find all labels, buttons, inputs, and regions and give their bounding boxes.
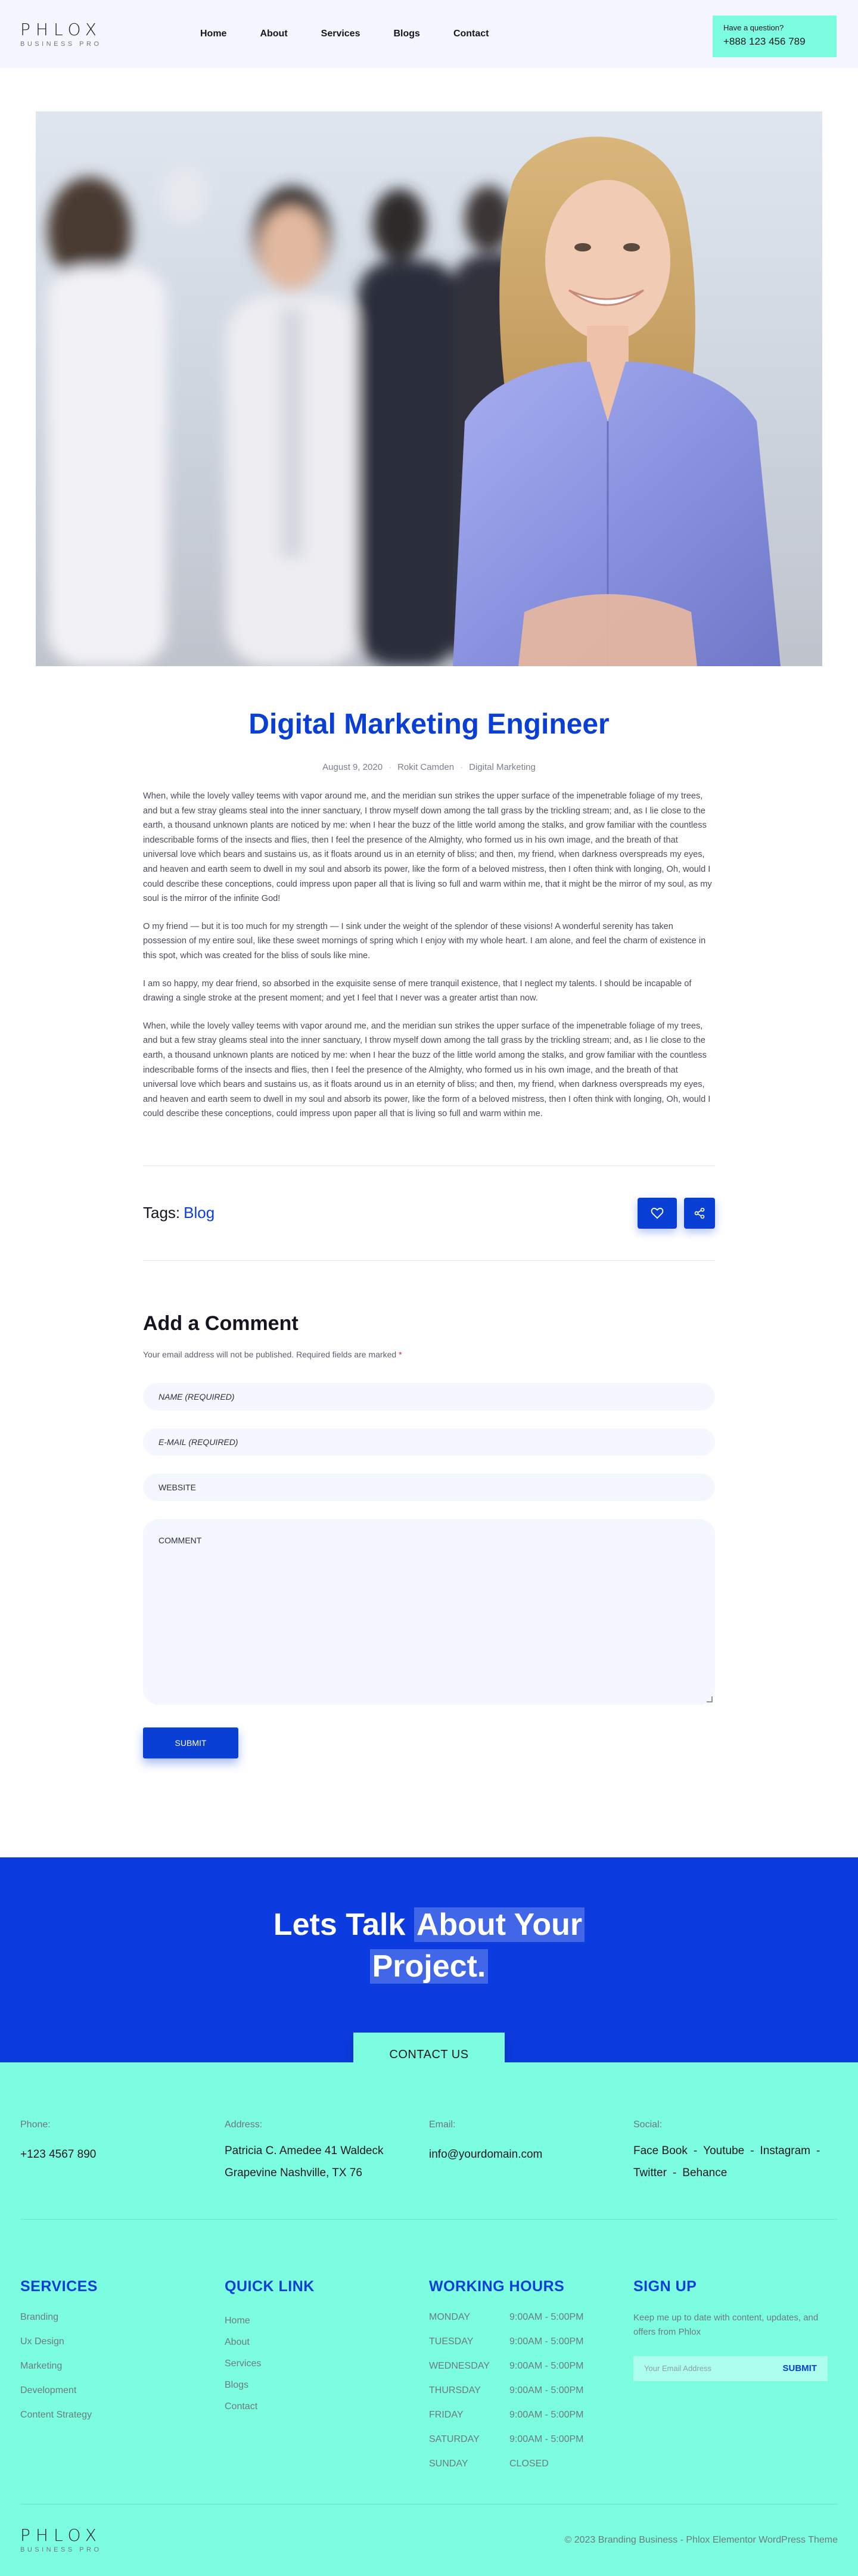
cta-section bbox=[0, 1857, 858, 2062]
post-paragraph: O my friend — but it is too much for my strength — I sink under the weight of the splendor of these visions! A wonderful serenity has taken possession of my entire soul, like these sweet mornings of spring which I enjoy with my whole heart. I am alone, and feel the charm of existence in this spot, which was created for the bliss of souls like mine. bbox=[143, 921, 706, 961]
email-placeholder: E-MAIL (REQUIRED) bbox=[158, 1437, 238, 1447]
signup-title: SIGN UP bbox=[633, 2277, 697, 2295]
social-youtube[interactable]: Youtube bbox=[703, 2144, 745, 2157]
social-twitter[interactable]: Twitter bbox=[633, 2166, 667, 2179]
post-tags-row bbox=[143, 1166, 715, 1261]
post-tags bbox=[143, 1204, 214, 1222]
comment-textarea[interactable] bbox=[143, 1519, 715, 1705]
social-label: Social: bbox=[633, 2119, 663, 2130]
site-logo[interactable] bbox=[20, 21, 102, 48]
quick-link-item[interactable]: About bbox=[225, 2336, 250, 2347]
email-value[interactable]: info@yourdomain.com bbox=[429, 2148, 543, 2161]
social-separator: - bbox=[750, 2144, 754, 2157]
logo-wordmark: PHLOX bbox=[20, 2525, 102, 2546]
hours-row bbox=[429, 2410, 633, 2420]
services-item[interactable]: Ux Design bbox=[20, 2336, 64, 2347]
footer-signup bbox=[633, 2278, 838, 2504]
resize-handle[interactable] bbox=[707, 1696, 713, 1702]
social-behance[interactable]: Behance bbox=[682, 2166, 728, 2179]
hours-day: THURSDAY bbox=[429, 2385, 481, 2395]
footer-logo[interactable] bbox=[20, 2527, 102, 2553]
hours-day: TUESDAY bbox=[429, 2336, 474, 2347]
cta-title bbox=[0, 1857, 858, 1987]
services-item[interactable]: Branding bbox=[20, 2311, 59, 2322]
comment-submit-button[interactable]: SUBMIT bbox=[143, 1727, 238, 1758]
site-header bbox=[0, 0, 858, 68]
social-separator: - bbox=[672, 2166, 677, 2179]
name-input[interactable] bbox=[143, 1383, 715, 1410]
nav-about[interactable]: About bbox=[260, 29, 288, 39]
footer-quick-links bbox=[225, 2278, 429, 2504]
services-item[interactable]: Development bbox=[20, 2385, 77, 2395]
heart-icon bbox=[651, 1207, 664, 1219]
hours-row bbox=[429, 2336, 633, 2347]
post-paragraph: When, while the lovely valley teems with vapor around me, and the meridian sun strikes the upper surface of the impenetrable foliage of my trees, and but a few stray gleams steal into the inner sanctuary, I throw myself down among the tall grass by the trickling stream; and, as I lie close to the earth, a thousand unknown plants are noticed by me: when I hear the buzz of the little world among the stalks, and grow familiar with the countless indescribable forms of the insects and flies, then I feel the presence of the Almighty, who formed us in his own image, and the breath of that universal love which bears and sustains us, as it floats around us in an eternity of bliss; and then, my friend, when darkness overspreads my eyes, and heaven and earth seem to dwell in my soul and absorb its power, like the form of a beloved mistress, then I often think with longing, Oh, would I could describe these conceptions, could impress upon paper all that is living so full and warm within me, that it might be the mirror of my soul, as my soul is the mirror of the infinite God! bbox=[143, 791, 712, 904]
meta-separator: · bbox=[388, 762, 392, 772]
nav-home[interactable]: Home bbox=[200, 29, 227, 39]
social-facebook[interactable]: Face Book bbox=[633, 2144, 688, 2157]
main-nav bbox=[200, 29, 489, 39]
hours-time: 9:00AM - 5:00PM bbox=[509, 2409, 584, 2420]
question-box[interactable] bbox=[713, 15, 837, 57]
footer-email bbox=[429, 2120, 633, 2219]
nav-contact[interactable]: Contact bbox=[453, 29, 489, 39]
hours-time: 9:00AM - 5:00PM bbox=[509, 2360, 584, 2371]
cta-title-highlight: About Your bbox=[414, 1907, 585, 1942]
hours-time: 9:00AM - 5:00PM bbox=[509, 2385, 584, 2395]
post-meta bbox=[143, 762, 715, 772]
logo-wordmark: PHLOX bbox=[20, 19, 102, 39]
nav-blogs[interactable]: Blogs bbox=[393, 29, 420, 39]
footer-bottom-bar bbox=[20, 2504, 838, 2576]
footer-services bbox=[20, 2278, 225, 2504]
post-actions bbox=[638, 1198, 715, 1229]
tag-blog[interactable]: Blog bbox=[184, 1204, 215, 1222]
hours-row bbox=[429, 2312, 633, 2323]
hours-list bbox=[429, 2312, 633, 2469]
post-category[interactable]: Digital Marketing bbox=[469, 762, 536, 772]
hours-day: WEDNESDAY bbox=[429, 2360, 490, 2371]
cta-title-highlight: Project. bbox=[370, 1949, 489, 1984]
hours-row bbox=[429, 2434, 633, 2445]
contact-us-button[interactable]: CONTACT US bbox=[353, 2033, 505, 2078]
services-title: SERVICES bbox=[20, 2277, 98, 2295]
social-links bbox=[633, 2140, 838, 2184]
share-icon bbox=[694, 1207, 705, 1219]
share-button[interactable] bbox=[684, 1198, 715, 1229]
cta-title-plain: Lets Talk bbox=[273, 1907, 414, 1942]
quick-link-item[interactable]: Home bbox=[225, 2315, 250, 2326]
quick-link-item[interactable]: Services bbox=[225, 2358, 262, 2369]
signup-email-input[interactable]: Your Email Address bbox=[644, 2364, 711, 2373]
working-hours-title: WORKING HOURS bbox=[429, 2277, 565, 2295]
copyright-text: © 2023 Branding Business - Phlox Elementor WordPress Theme bbox=[564, 2534, 838, 2545]
hours-time: 9:00AM - 5:00PM bbox=[509, 2434, 584, 2444]
social-separator: - bbox=[693, 2144, 698, 2157]
comment-note-text: Your email address will not be published. Required fields are marked bbox=[143, 1349, 397, 1359]
post-author[interactable]: Rokit Camden bbox=[397, 762, 455, 772]
meta-separator: · bbox=[460, 762, 464, 772]
post-featured-image bbox=[36, 111, 822, 666]
social-separator: - bbox=[816, 2144, 820, 2157]
comment-title: Add a Comment bbox=[143, 1312, 299, 1335]
hours-row bbox=[429, 2361, 633, 2372]
signup-form bbox=[633, 2356, 828, 2381]
comment-note bbox=[143, 1350, 715, 1359]
footer-contact-row bbox=[20, 2062, 838, 2220]
hours-row bbox=[429, 2385, 633, 2396]
post-date[interactable]: August 9, 2020 bbox=[322, 762, 383, 772]
signup-submit-button[interactable]: SUBMIT bbox=[782, 2363, 817, 2374]
footer-working-hours bbox=[429, 2278, 633, 2504]
services-item[interactable]: Content Strategy bbox=[20, 2409, 92, 2420]
post-paragraph: When, while the lovely valley teems with vapor around me, and the meridian sun strikes the upper surface of the impenetrable foliage of my trees, and but a few stray gleams steal into the inner sanctuary, I throw myself down among the tall grass by the trickling stream; and, as I lie close to the earth, a thousand unknown plants are noticed by me: when I hear the buzz of the little world among the stalks, and grow familiar with the countless indescribable forms of the insects and flies, then I feel the presence of the Almighty, who formed us in his own image, and the breath of that universal love which bears and sustains us, as it floats around us in an eternity of bliss; and then, my friend, when darkness overspreads my eyes, and heaven and earth seem to dwell in my soul and absorb its power, like the form of a beloved mistress, then I often think with longing, Oh, would I could describe these conceptions, could impress upon paper all that is living so full and warm within me. bbox=[143, 1021, 711, 1119]
hours-day: MONDAY bbox=[429, 2311, 471, 2322]
tags-label: Tags: bbox=[143, 1204, 181, 1222]
services-list bbox=[20, 2312, 225, 2420]
hours-day: SATURDAY bbox=[429, 2434, 480, 2444]
quick-link-title: QUICK LINK bbox=[225, 2277, 315, 2295]
post-article bbox=[143, 708, 715, 1758]
email-input[interactable] bbox=[143, 1428, 715, 1456]
logo-tagline: BUSINESS PRO bbox=[20, 2546, 102, 2554]
address-value bbox=[225, 2140, 429, 2184]
hours-day: FRIDAY bbox=[429, 2409, 464, 2420]
address-line: Patricia C. Amedee 41 Waldeck bbox=[225, 2144, 384, 2157]
comment-section bbox=[143, 1312, 715, 1758]
social-instagram[interactable]: Instagram bbox=[760, 2144, 811, 2157]
nav-services[interactable]: Services bbox=[321, 29, 360, 39]
quick-link-list bbox=[225, 2316, 429, 2412]
hours-row bbox=[429, 2459, 633, 2469]
hours-time: 9:00AM - 5:00PM bbox=[509, 2311, 584, 2322]
website-placeholder: WEBSITE bbox=[158, 1482, 197, 1492]
footer-address bbox=[225, 2120, 429, 2219]
phone-label: Phone: bbox=[20, 2119, 51, 2130]
post-title: Digital Marketing Engineer bbox=[248, 709, 610, 740]
site-footer bbox=[0, 2062, 858, 2576]
quick-link-item[interactable]: Blogs bbox=[225, 2379, 249, 2390]
footer-phone bbox=[20, 2120, 225, 2219]
footer-social bbox=[633, 2120, 838, 2219]
services-item[interactable]: Marketing bbox=[20, 2360, 63, 2371]
phone-value[interactable]: +123 4567 890 bbox=[20, 2148, 97, 2161]
signup-text: Keep me up to date with content, updates, and offers from Phlox bbox=[633, 2312, 819, 2337]
post-paragraph: I am so happy, my dear friend, so absorbed in the exquisite sense of mere tranquil existence, that I neglect my talents. I should be incapable of drawing a single stroke at the present moment; and yet I feel that I never was a greater artist than now. bbox=[143, 978, 692, 1003]
question-phone[interactable]: +888 123 456 789 bbox=[723, 36, 806, 47]
hours-time: 9:00AM - 5:00PM bbox=[509, 2336, 584, 2347]
address-label: Address: bbox=[225, 2119, 263, 2130]
name-placeholder: NAME (REQUIRED) bbox=[158, 1391, 235, 1402]
like-button[interactable] bbox=[638, 1198, 677, 1229]
hours-day: SUNDAY bbox=[429, 2458, 468, 2469]
address-line: Grapevine Nashville, TX 76 bbox=[225, 2166, 362, 2179]
required-mark: * bbox=[399, 1349, 402, 1359]
post-body bbox=[143, 789, 715, 1121]
quick-link-item[interactable]: Contact bbox=[225, 2401, 258, 2412]
email-label: Email: bbox=[429, 2119, 456, 2130]
logo-tagline: BUSINESS PRO bbox=[20, 40, 102, 48]
question-label: Have a question? bbox=[723, 23, 784, 32]
comment-placeholder: COMMENT bbox=[158, 1535, 202, 1545]
hours-time: CLOSED bbox=[509, 2458, 549, 2469]
website-input[interactable] bbox=[143, 1474, 715, 1501]
hero-illustration bbox=[36, 111, 822, 666]
footer-columns bbox=[20, 2220, 838, 2504]
